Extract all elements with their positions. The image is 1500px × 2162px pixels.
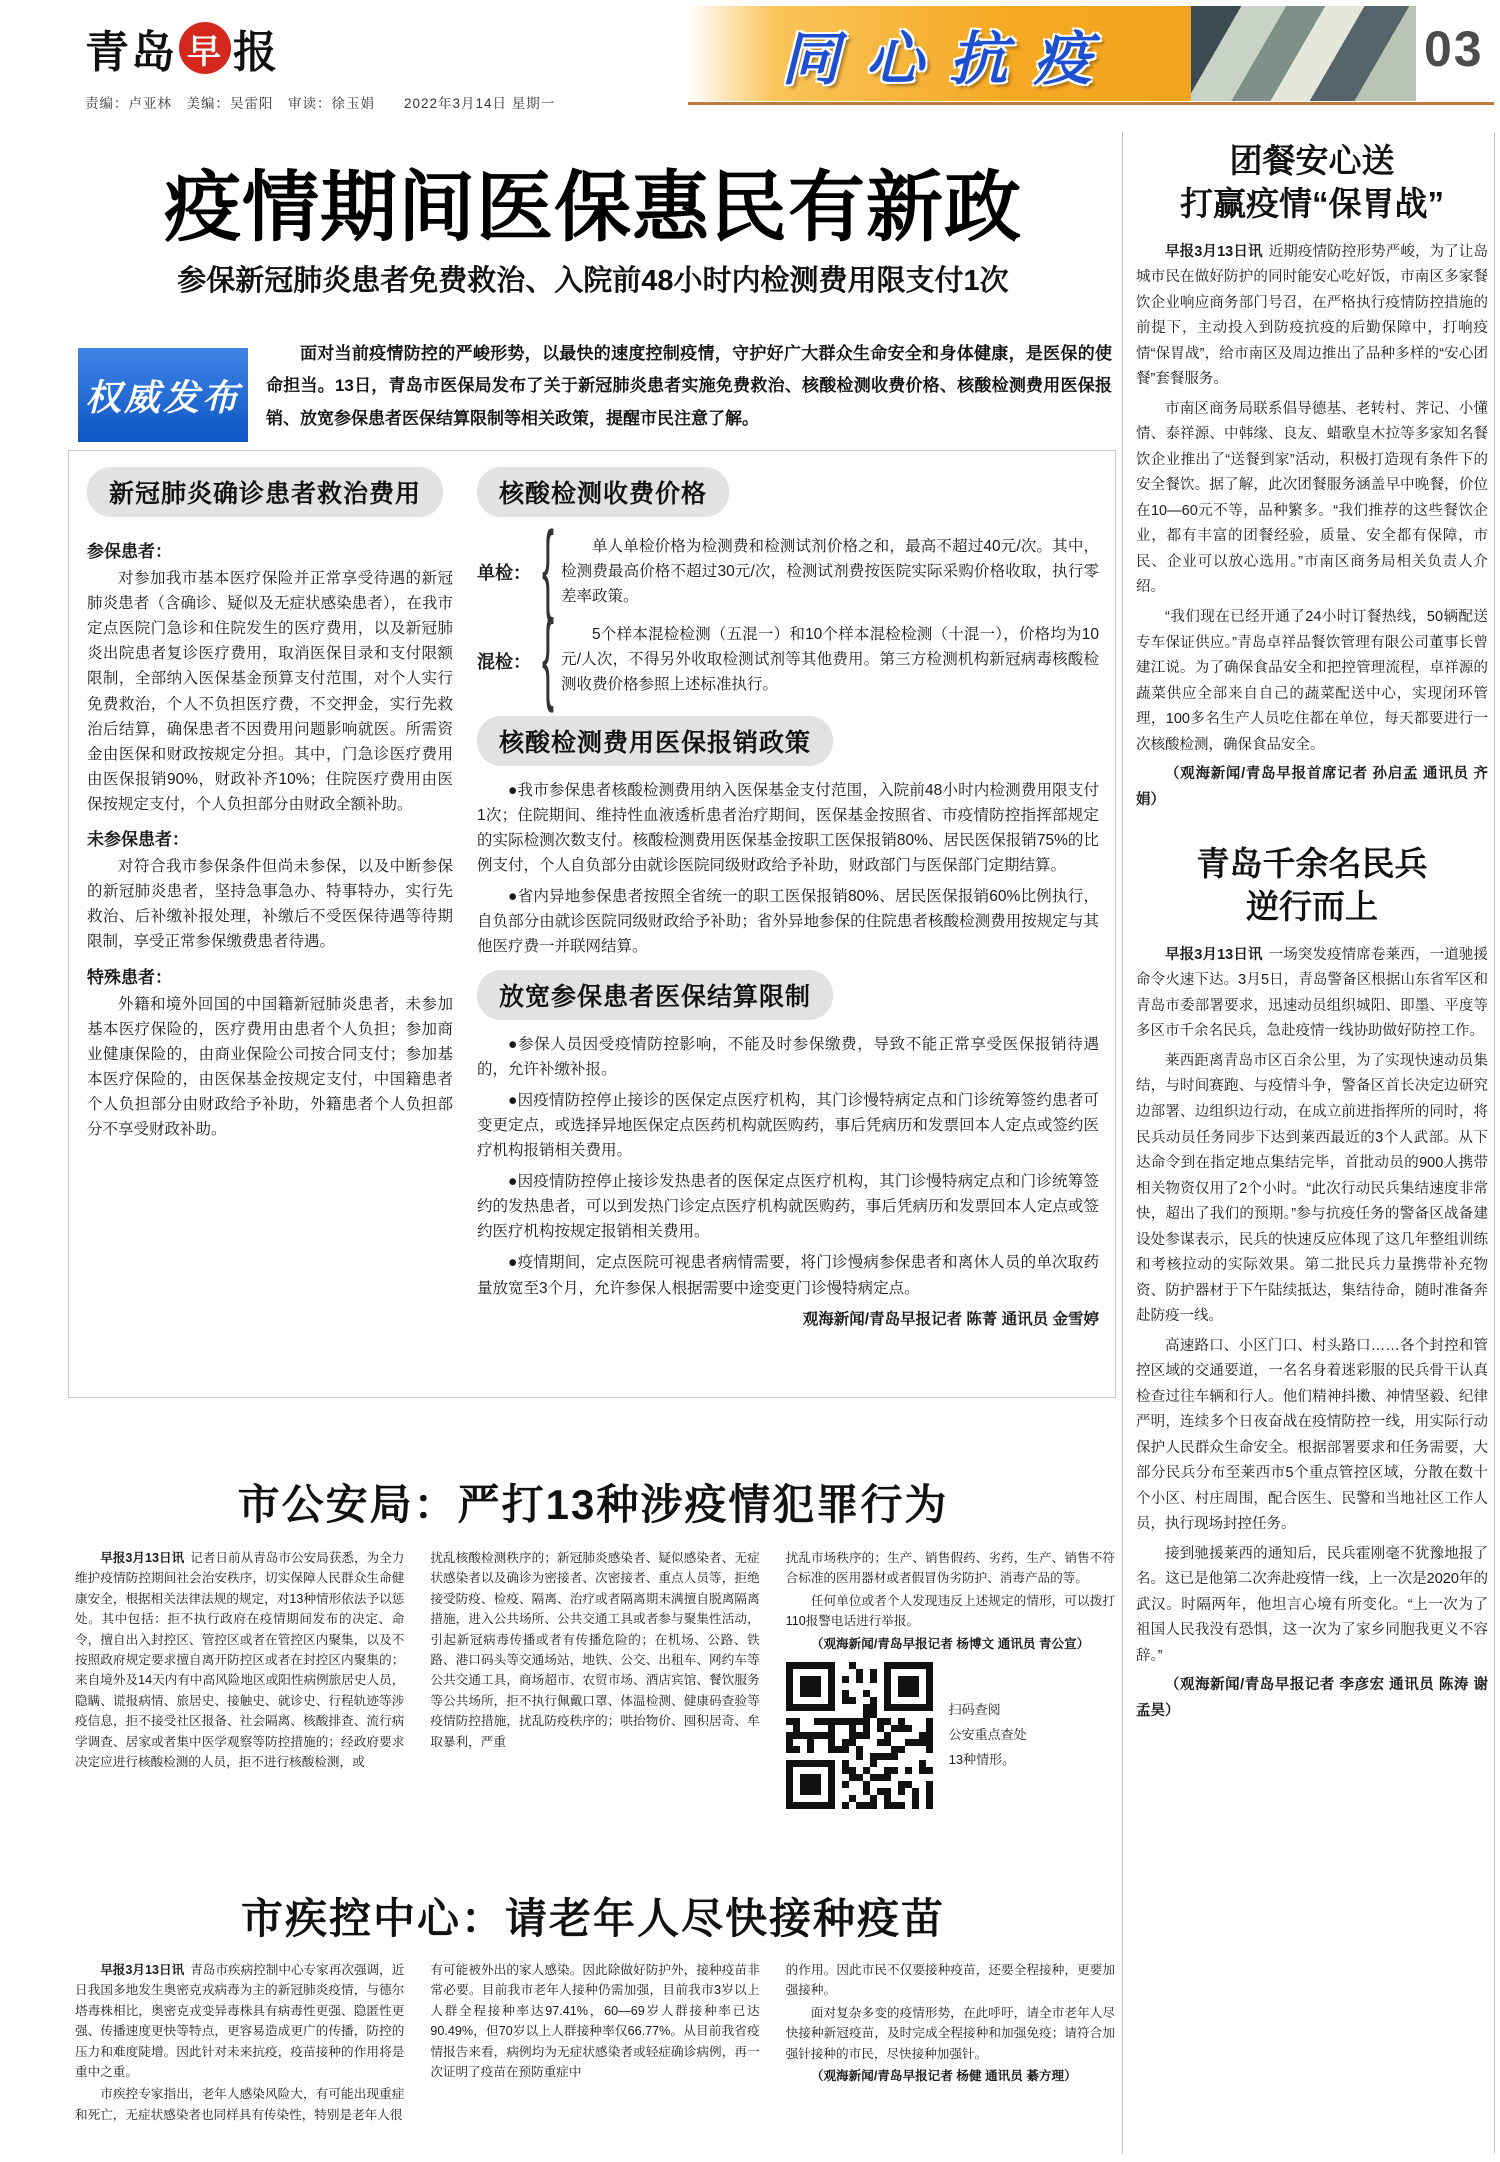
label-insured: 参保患者： (87, 542, 172, 561)
sidebar-paragraph: 接到驰援莱西的通知后，民兵霍刚毫不犹豫地报了名。这已是他第二次奔赴疫情一线，上一次是2020年的武汉。时隔两年，他坦言心境有所变化。“上一次为了祖国人民我没有恐惧，这一次为了家乡同胞我更义不容辞。” (1136, 1545, 1488, 1664)
section-title-pricing: 核酸检测收费价格 (477, 467, 729, 517)
cdc-col-1 (75, 1960, 404, 2158)
reimburse-bullet: ●我市参保患者核酸检测费用纳入医保基金支付范围，入院前48小时内检测费用限支付1次；住院期间、维持性血液透析患者治疗期间，医保基金按照省、市疫情防控指挥部规定的实际检测次数支付。核酸检测费用医保基金按职工医保报销80%、居民医保报销75%的比例支付，个人自负部分由就诊医院同级财政给予补助，财政部门与医保部门定期结算。 (477, 781, 1099, 875)
cdc-byline: （观海新闻/青岛早报记者 杨健 通讯员 綦方理） (810, 2068, 1077, 2083)
masthead-text-post: 报 (233, 28, 279, 77)
campaign-banner (688, 6, 1416, 101)
section-title-treatment: 新冠肺炎确诊患者救治费用 (87, 467, 443, 517)
dateline-lead: 早报3月13日讯 (1165, 946, 1263, 963)
sidebar-paragraph: 莱西距离青岛市区百余公里，为了实现快速动员集结，与时间赛跑、与疫情斗争，警备区首长决定边研究边部署、边组织边行动，在成立前进指挥所的同时，将民兵动员任务同步下达到莱西最近的3个人武部。从下达命令到在指定地点集结完毕，首批动员的900人携带相关物资仅用了2个小时。“此次行动民兵集结速度非常快，超出了我们的预期。”参与抗疫任务的警备区战备建设处参谋表示，民兵的快速反应体现了这几年整组训练和考核拉动的实际效果。第二批民兵力量携带补充物资、防护器材于下午陆续抵达，集结待命，随时准备奔赴防疫一线。 (1136, 1052, 1488, 1325)
cdc-col-3 (786, 1960, 1115, 2158)
sidebar-article1-title: 团餐安心送 打赢疫情“保胃战” (1180, 142, 1444, 222)
dateline-lead: 早报3月13日讯 (1165, 243, 1263, 260)
cdc-paragraph: 的作用。因此市民不仅要接种疫苗，还要全程接种，更要加强接种。 (785, 1963, 1115, 1998)
lede-intro-paragraph: 面对当前疫情防控的严峻形势，以最快的速度控制疫情，守护好广大群众生命安全和身体健康，是医保的使命担当。13日，青岛市医保局发布了关于新冠肺炎患者实施免费救治、核酸检测收费价格、核酸检测费用医保报销、放宽参保患者医保结算限制等相关政策，提醒市民注意了解。 (266, 344, 1112, 428)
relax-bullet: ●因疫情防控停止接诊发热患者的医保定点医疗机构，其门诊慢特病定点和门诊统筹签约的发热患者，可以到发热门诊定点医疗机构就医购药，事后凭病历和发票回本人定点或签约医疗机构按规定报销相关费用。 (477, 1173, 1099, 1241)
single-test-row (477, 514, 1099, 627)
single-test-label: 单检： (477, 563, 531, 584)
label-special: 特殊患者： (87, 967, 172, 987)
banner-photo (1191, 6, 1416, 101)
policy-column (477, 463, 1099, 1329)
sidebar-paragraph: “我们现在已经开通了24小时订餐热线，50辆配送专车保证供应。”青岛卓祥品餐饮管理有限公司董事长曾建江说。为了确保食品安全和把控管理流程，卓祥源的蔬菜供应全部来自自己的蔬菜配送中心，实现闭环管理，100多名生产人员吃住都在单位，每天都要进行一次核酸检测，确保食品安全。 (1136, 609, 1488, 753)
masthead-seal: 早 (179, 22, 231, 74)
qr-block (786, 1662, 1115, 1809)
main-headline: 疫情期间医保惠民有新政 (164, 165, 1022, 251)
police-paragraph: 扰乱市场秩序的；生产、销售假药、劣药，生产、销售不符合标准的医用器材或者假冒伪劣防护、消毒产品的等。 (785, 1551, 1115, 1586)
main-article-box (68, 450, 1116, 1398)
dateline-lead: 早报3月13日讯 (100, 1551, 185, 1565)
cdc-article-columns (75, 1960, 1115, 2158)
relax-bullet: ●因疫情防控停止接诊的医保定点医疗机构，其门诊慢特病定点和门诊统筹签约患者可变更定点，或选择异地医保定点医药机构就医购药，事后凭病历和发票回本人定点或签约医疗机构报销相关费用。 (477, 1091, 1099, 1159)
police-col-2 (430, 1548, 759, 1856)
qr-caption: 扫码查阅 公安重点查处 13种情形。 (948, 1702, 1027, 1767)
authority-release-badge: 权威发布 (78, 348, 248, 442)
sidebar-column (1136, 140, 1488, 2156)
treatment-paragraph: 对符合我市参保条件但尚未参保，以及中断参保的新冠肺炎患者，坚持急事急办、特事特办，实行先救治、后补缴补报处理，补缴后不受医保待遇等待期限制，享受正常参保缴费患者待遇。 (87, 858, 453, 951)
dateline-lead: 早报3月13日讯 (100, 1963, 185, 1977)
cdc-paragraph: 有可能被外出的家人感染。因此除做好防护外，接种疫苗非常必要。目前我市老年人接种仍需加强，目前我市3岁以上人群全程接种率达97.41%，60—69岁人群接种率已达90.49%，但70岁以上人群接种率仅66.77%。从目前我省疫情报告来看，病例均为无症状感染者或轻症确诊病例，再一次证明了疫苗在预防重症中 (430, 1963, 760, 2079)
treatment-paragraph: 对参加我市基本医疗保险并正常享受待遇的新冠肺炎患者（含确诊、疑似及无症状感染患者），在我市定点医院门急诊和住院发生的医疗费用，以及新冠肺炎出院患者复诊医疗费用，取消医保目录和支付限额限制，全部纳入医保基金预算支付范围，对个人实行免费救治，个人不负担医疗费，不交押金，实行先救治后结算，确保患者不因费用问题影响就医。所需资金由医保和财政按规定分担。其中，门急诊医疗费用由医保报销90%，财政补齐10%；住院医疗费用由医保按规定支付，个人负担部分由财政全额补助。 (87, 570, 453, 813)
treatment-paragraph: 外籍和境外回国的中国籍新冠肺炎患者，未参加基本医疗保险的，医疗费用由患者个人负担；参加商业健康保险的，由商业保险公司按合同支付；参加基本医疗保险的，由医保基金按规定支付，中国籍患者个人负担部分由财政给予补助，外籍患者个人负担部分不享受财政补助。 (87, 995, 453, 1139)
police-paragraph: 扰乱核酸检测秩序的；新冠肺炎感染者、疑似感染者、无症状感染者以及确诊为密接者、次密接者、重点人员等，拒绝接受防疫、检疫、隔离、治疗或者隔离期未满擅自脱离隔离措施，进入公共场所、公共交通工具或者参与聚集性活动，引起新冠病毒传播或者有传播危险的；在机场、公路、铁路、港口码头等交通场站，地铁、公交、出租车、网约车等公共交通工具，商场超市、农贸市场、酒店宾馆、餐饮服务等公共场所，拒不执行佩戴口罩、体温检测、健康码查验等疫情防控措施，扰乱防疫秩序的；哄抬物价、囤积居奇、牟取暴利，严重 (430, 1551, 760, 1749)
page-number: 03 (1424, 21, 1484, 77)
masthead-text-pre: 青岛 (85, 28, 177, 77)
banner-slogan: 同心抗疫 (781, 26, 1118, 92)
main-article-byline: 观海新闻/青岛早报记者 陈菁 通讯员 金雪婷 (802, 1310, 1099, 1328)
cdc-col-2 (430, 1960, 759, 2158)
cdc-paragraph: 面对复杂多变的疫情形势，在此呼吁，请全市老年人尽快接种新冠疫苗，及时完成全程接种和加强免疫；请符合加强针接种的市民，尽快接种加强针。 (785, 2005, 1115, 2061)
banner-underline (688, 102, 1494, 105)
sidebar-article2-byline: （观海新闻/青岛早报记者 李彦宏 通讯员 陈涛 谢孟昊） (1136, 1677, 1488, 1719)
pooled-test-row (477, 602, 1099, 715)
police-paragraph: 早报3月13日讯 记者日前从青岛市公安局获悉，为全力维护疫情防控期间社会治安秩序，切实保障人民群众生命健康安全，根据相关法律法规的规定，对13种情形依法予以惩处。其中包括：拒不执行政府在疫情期间发布的决定、命令，擅自出入封控区、管控区或者在管控区内聚集，以及不按照政府规定要求擅自离开防控区或者在封控区内聚集的；来自境外及14天内有中高风险地区或阳性病例旅居史人员，隐瞒、谎报病情、旅居史、接触史、就诊史、行程轨迹等涉疫信息，拒不接受社区报备、社会隔离、核酸排查、流行病学调查、居家或者集中医学观察等防控措施的；经政府要求决定应进行核酸检测的人员，拒不进行核酸检测，或 (75, 1551, 405, 1769)
police-paragraph: 任何单位或者个人发现违反上述规定的情形，可以拨打110报警电话进行举报。 (785, 1593, 1115, 1629)
column-divider (1122, 132, 1123, 2154)
cdc-paragraph: 早报3月13日讯 青岛市疾病控制中心专家再次强调，近日我国多地发生奥密克戎病毒为主的新冠肺炎疫情，与德尔塔毒株相比，奥密克戎变异毒株具有病毒性更强、隐匿性更强、传播速度更快等特点，更容易造成更广的传播，防控的压力和难度陡增。因此针对未来抗疫，疫苗接种的作用将是重中之重。 (75, 1963, 405, 2079)
police-col-3 (786, 1548, 1115, 1856)
relax-bullet: ●参保人员因受疫情防控影响，不能及时参保缴费，导致不能正常享受医保报销待遇的，允许补缴补报。 (477, 1035, 1099, 1078)
cdc-article-title: 市疾控中心：请老年人尽快接种疫苗 (240, 1895, 945, 1942)
editor-credits-dateline: 责编：卢亚林 美编：吴雷阳 审读：徐玉娟 2022年3月14日 星期一 (85, 96, 556, 111)
right-edge-rule (1494, 132, 1495, 2154)
reimburse-bullet: ●省内异地参保患者按照全省统一的职工医保报销80%、居民医保报销60%比例执行，自负部分由就诊医院同级财政给予补助；省外异地参保的住院患者核酸检测费用按规定与其他医疗费一并联网结算。 (477, 888, 1099, 956)
sidebar-article1-byline: （观海新闻/青岛早报首席记者 孙启孟 通讯员 齐娟） (1136, 766, 1488, 808)
relax-bullet: ●疫情期间，定点医院可视患者病情需要，将门诊慢病参保患者和离休人员的单次取药量放宽至3个月，允许参保人根据需要中途变更门诊慢特病定点。 (477, 1254, 1099, 1297)
masthead-logo (85, 16, 279, 80)
pooled-test-label: 混检： (477, 651, 531, 672)
sidebar-paragraph: 市南区商务局联系倡导德基、老转村、荠记、小懂情、泰祥源、中韩缘、良友、蜡歌皇木拉等多家知名餐饮企业推出了“送餐到家”活动，积极打造现有条件下的安全餐饮。据了解，此次团餐服务涵盖早中晚餐，价位在10—60元不等，品种繁多。“我们推荐的这些餐饮企业，都有丰富的团餐经验，质量、安全都有保障，市民、企业可以放心选用。”市南区商务局相关负责人介绍。 (1136, 400, 1488, 596)
police-article-columns (75, 1548, 1115, 1856)
pooled-test-text: 5个样本混检检测（五混一）和10个样本混检检测（十混一），价格均为10元/人次，不得另外收取检测试剂等其他费用。第三方检测机构新冠病毒核酸检测收费价格参照上述标准执行。 (561, 626, 1099, 693)
qr-code (786, 1662, 933, 1809)
police-col-1 (75, 1548, 404, 1856)
single-test-text: 单人单检价格为检测费和检测试剂价格之和，最高不超过40元/次。其中，检测费最高价格不超过30元/次，检测试剂费按医院实际采购价格收取，执行零差率政策。 (561, 538, 1099, 605)
sidebar-paragraph: 早报3月13日讯 一场突发疫情席卷莱西，一道驰援命令火速下达。3月5日，青岛警备区根据山东省军区和青岛市委部署要求，迅速动员组织城阳、即墨、平度等多区市千余名民兵，急赴疫情一线协助做好防控工作。 (1136, 946, 1488, 1040)
section-title-reimburse: 核酸检测费用医保报销政策 (477, 716, 833, 766)
label-uninsured: 未参保患者： (87, 830, 189, 850)
brace-decoration: { (541, 514, 555, 627)
police-byline: （观海新闻/青岛早报记者 杨博文 通讯员 青公宣） (810, 1636, 1090, 1651)
treatment-column (87, 463, 453, 1148)
police-article-title: 市公安局：严打13种涉疫情犯罪行为 (237, 1481, 949, 1528)
sidebar-paragraph: 早报3月13日讯 近期疫情防控形势严峻，为了让岛城市民在做好防护的同时能安心吃好饭，市南区多家餐饮企业响应商务部门号召，在严格执行疫情防控措施的前提下，主动投入到防疫抗疫的后勤保障中，打响疫情“保胃战”，给市南区及周边推出了品种多样的“安心团餐”套餐服务。 (1136, 243, 1488, 388)
sidebar-paragraph: 高速路口、小区门口、村头路口……各个封控和管控区域的交通要道，一名名身着迷彩服的民兵骨干认真检查过往车辆和行人。他们精神抖擞、神情坚毅、纪律严明，连续多个日夜奋战在疫情防控一线，用实际行动保护人民群众生命安全。根据部署要求和任务需要，大部分民兵分布至莱西市5个重点管控区域，分散在数十个小区、村庄周围，配合医生、民警和当地社区工作人员，执行现场封控任务。 (1136, 1337, 1488, 1533)
brace-decoration: { (541, 602, 555, 715)
sidebar-article2-title: 青岛千余名民兵 逆行而上 (1196, 845, 1428, 926)
main-subhead: 参保新冠肺炎患者免费救治、入院前48小时内检测费用限支付1次 (177, 265, 1009, 297)
cdc-paragraph: 市疾控专家指出，老年人感染风险大，有可能出现重症和死亡，无症状感染者也同样具有传染性，特别是老年人很 (75, 2087, 405, 2122)
section-title-relax: 放宽参保患者医保结算限制 (477, 970, 833, 1020)
